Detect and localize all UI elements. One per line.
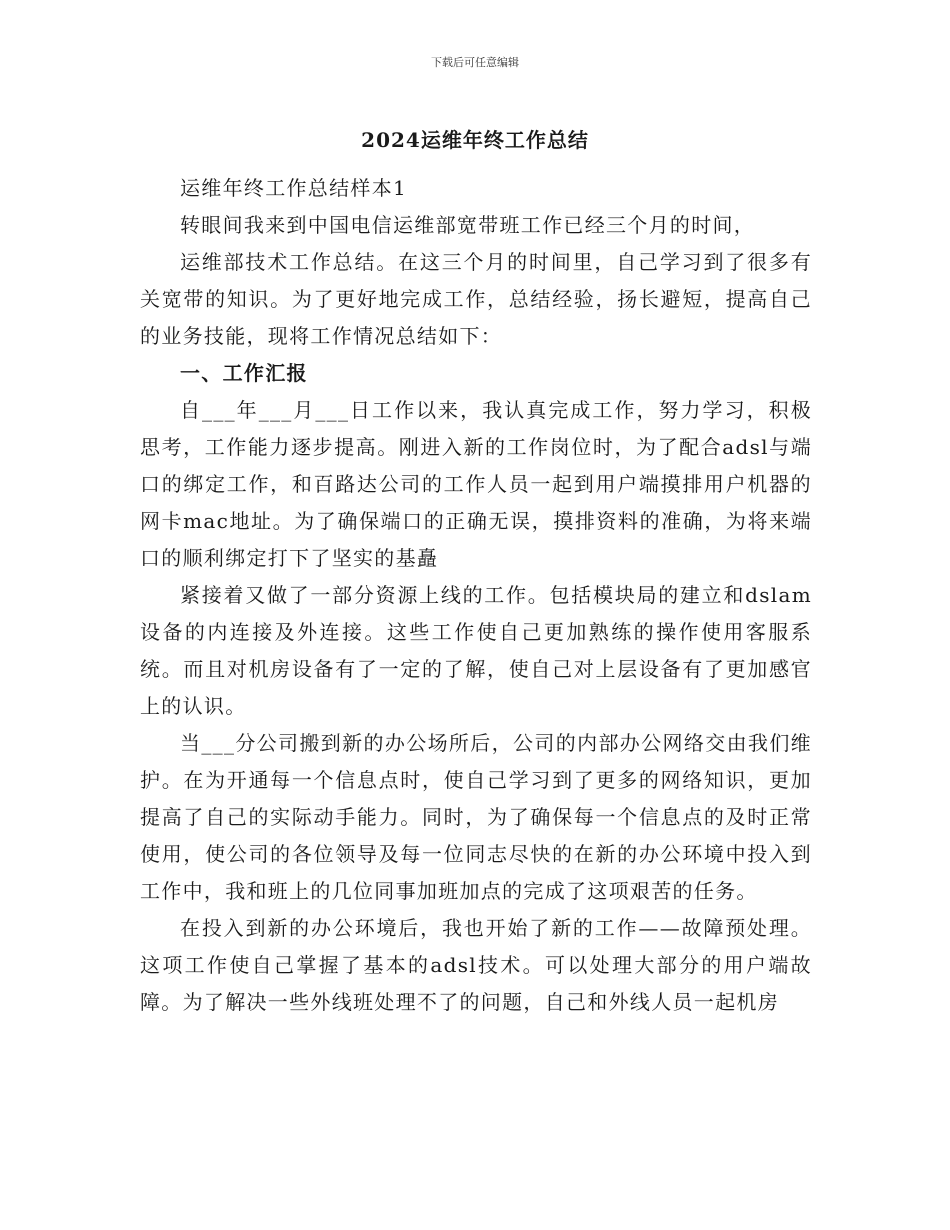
paragraph-fault-handling: 在投入到新的办公环境后，我也开始了新的工作——故障预处理。这项工作使自己掌握了基本的adsl技术。可以处理大部分的用户端故障。为了解决一些外线班处理不了的问题，自己和外线人员一起机房 <box>140 916 812 1014</box>
header-note: 下载后可任意编辑 <box>431 56 519 69</box>
paragraph-work-start: 自___年___月___日工作以来，我认真完成工作，努力学习，积极思考，工作能力逐步提高。刚进入新的工作岗位时，为了配合adsl与端口的绑定工作，和百路达公司的工作人员一起到用户端摸排用户机器的网卡mac地址。为了确保端口的正确无误，摸排资料的准确，为将来端口的顺利绑定打下了坚实的基矗 <box>140 398 812 570</box>
paragraph-office-network: 当___分公司搬到新的办公场所后，公司的内部办公网络交由我们维护。在为开通每一个信息点时，使自己学习到了更多的网络知识，更加提高了自己的实际动手能力。同时，为了确保每一个信息点的及时正常使用，使公司的各位领导及每一位同志尽快的在新的办公环境中投入到工作中，我和班上的几位同事加班加点的完成了这项艰苦的任务。 <box>140 731 812 903</box>
paragraph-summary: 运维部技术工作总结。在这三个月的时间里，自己学习到了很多有关宽带的知识。为了更好地完成工作，总结经验，扬长避短，提高自己的业务技能，现将工作情况总结如下： <box>140 250 812 348</box>
document-body <box>140 170 812 1021</box>
document-title: 2024运维年终工作总结 <box>361 128 589 152</box>
paragraph-sample-label: 运维年终工作总结样本1 <box>180 176 408 200</box>
paragraph-resources: 紧接着又做了一部分资源上线的工作。包括模块局的建立和dslam设备的内连接及外连接。这些工作使自己更加熟练的操作使用客服系统。而且对机房设备有了一定的了解，使自己对上层设备有了更加感官上的认识。 <box>140 583 812 718</box>
section-heading: 一、工作汇报 <box>180 361 308 385</box>
paragraph-intro: 转眼间我来到中国电信运维部宽带班工作已经三个月的时间， <box>180 213 756 237</box>
